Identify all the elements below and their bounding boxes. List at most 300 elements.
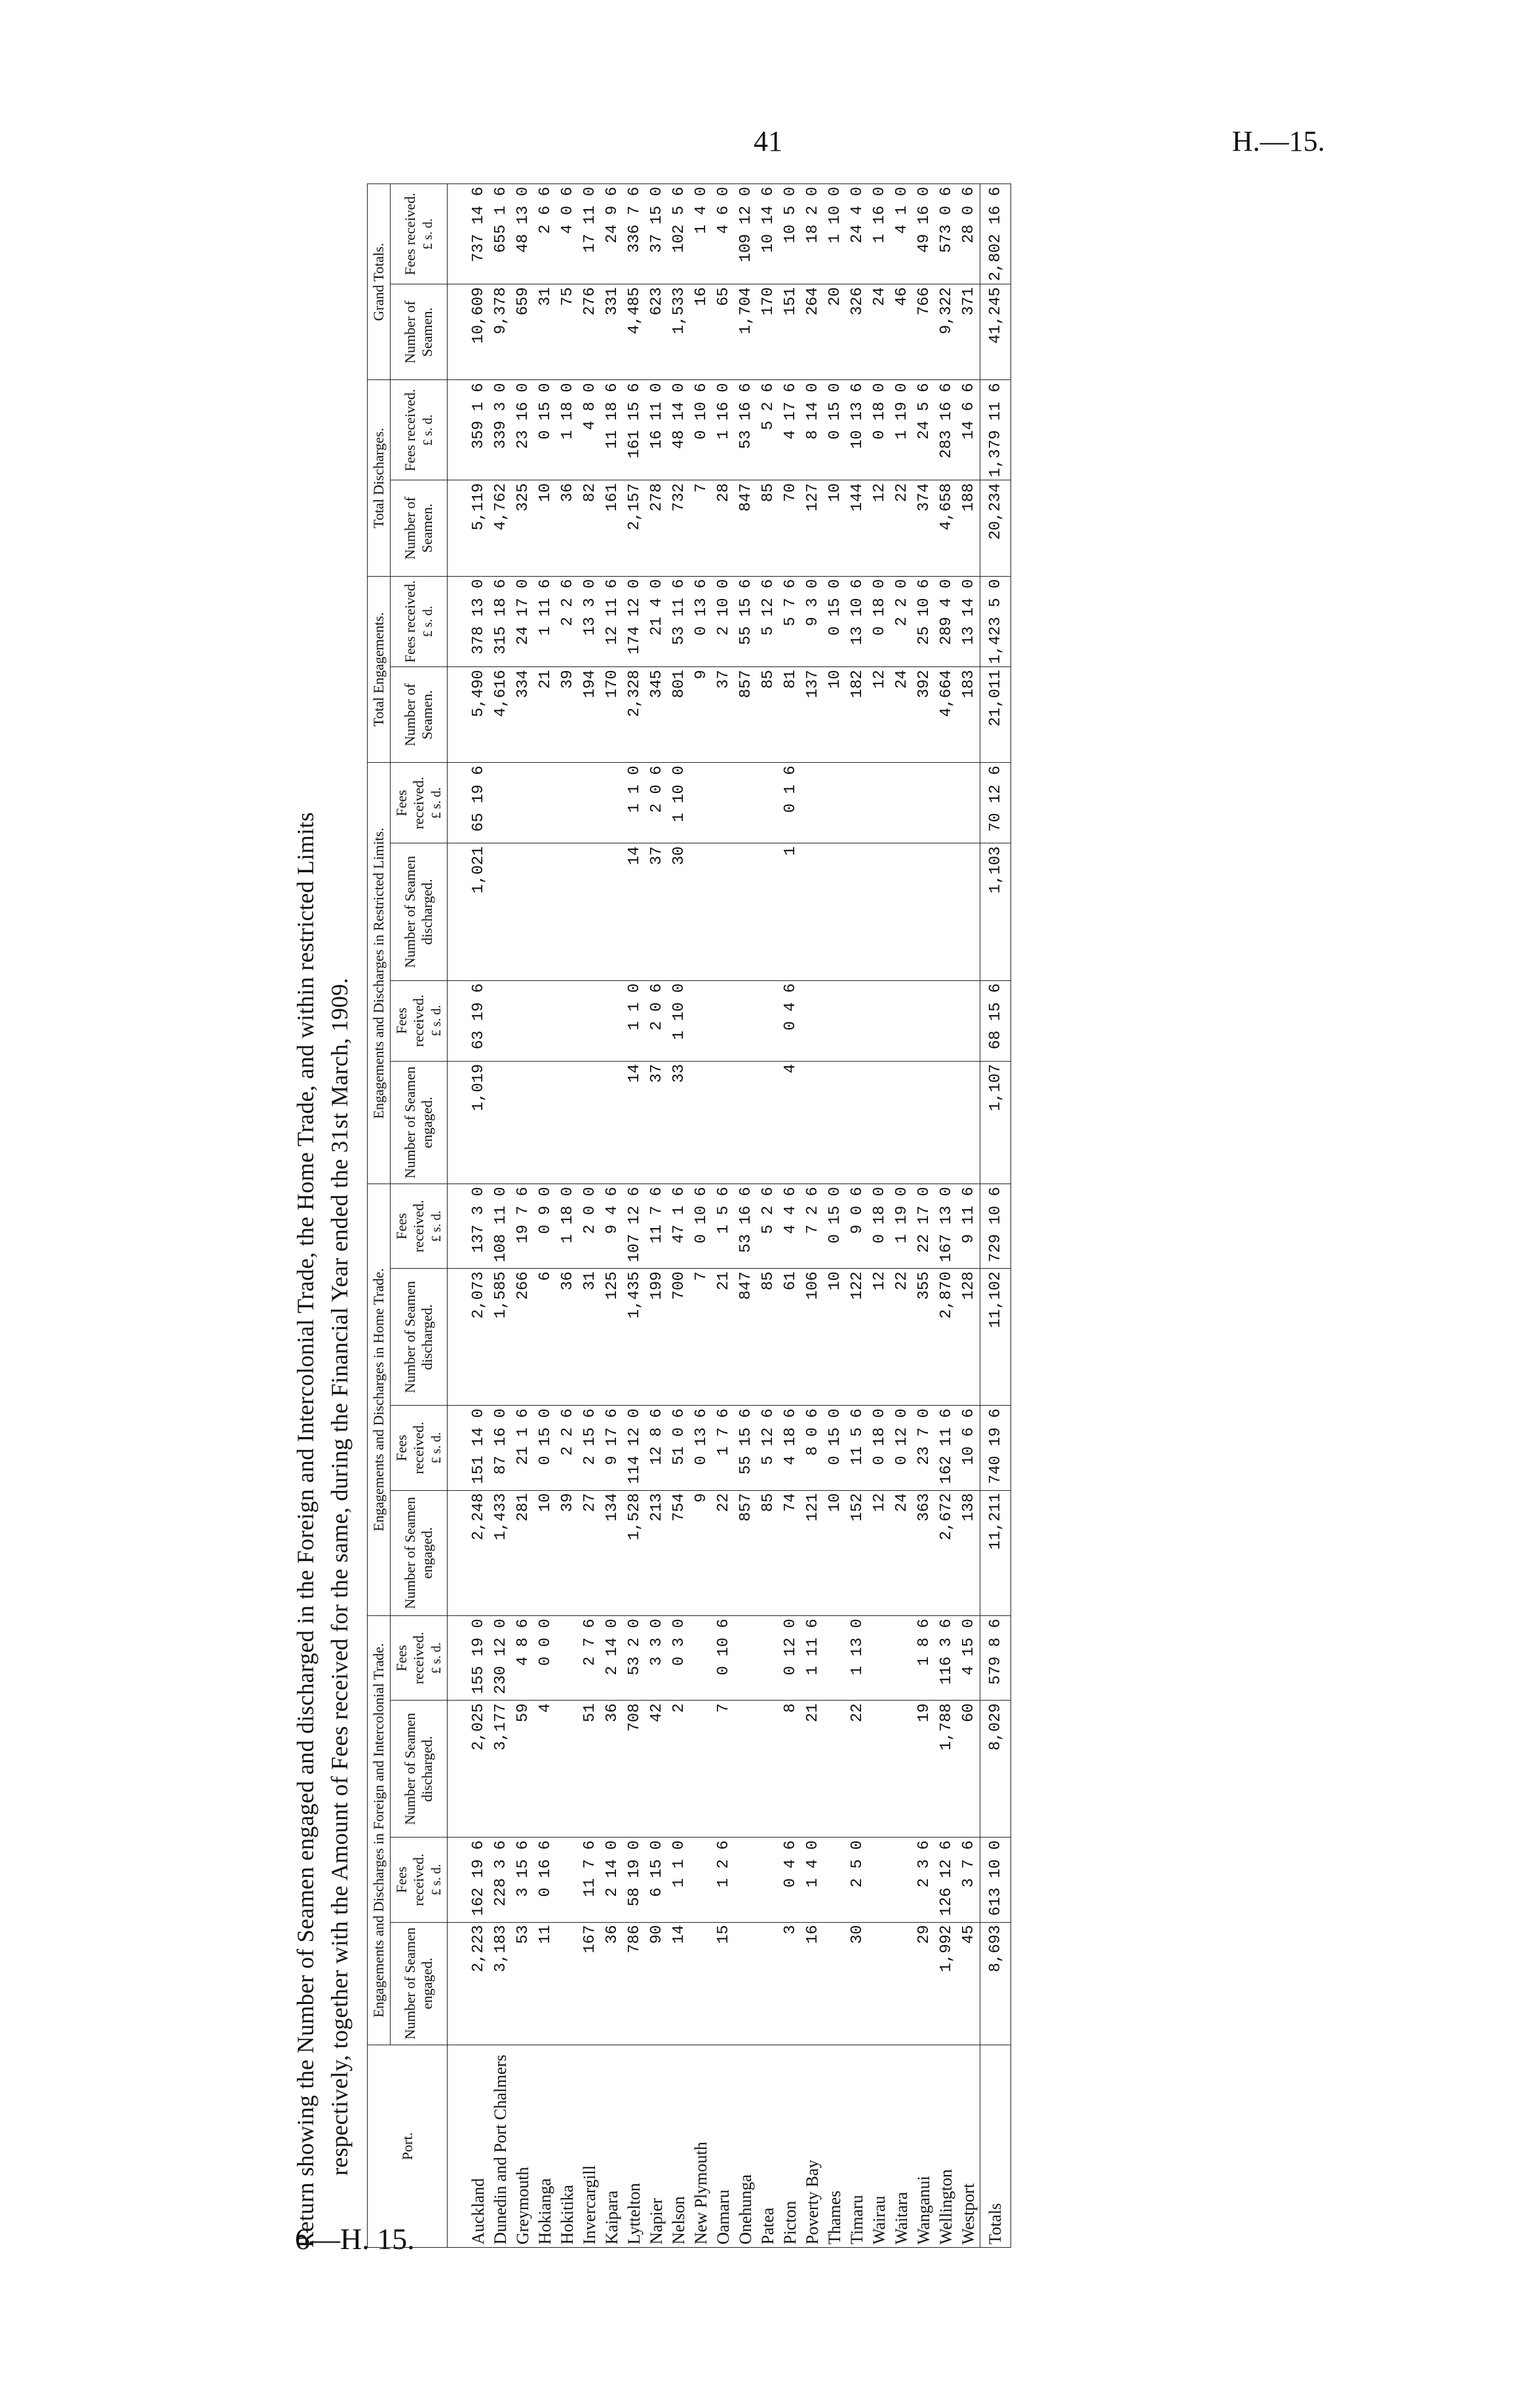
table-cell: 10 bbox=[534, 1490, 556, 1616]
table-row bbox=[448, 184, 490, 2248]
table-cell: 39 bbox=[556, 1490, 579, 1616]
table-cell bbox=[579, 763, 601, 843]
table-cell bbox=[757, 1838, 779, 1922]
table-cell: 0 9 0 bbox=[534, 1184, 556, 1269]
table-cell: 12 bbox=[868, 667, 891, 763]
table-cell: 22 bbox=[891, 1269, 913, 1406]
table-cell: 183 bbox=[957, 667, 980, 763]
table-cell: 12 bbox=[868, 480, 891, 576]
table-cell bbox=[556, 1922, 579, 2045]
table-cell bbox=[490, 1061, 512, 1184]
table-cell: 0 10 6 bbox=[690, 1184, 712, 1269]
table-cell: 107 12 6 bbox=[623, 1184, 645, 1269]
col-engaged: Number of Seamen engaged. bbox=[391, 1061, 448, 1184]
table-cell: 21 bbox=[534, 667, 556, 763]
table-cell: 4,658 bbox=[935, 480, 957, 576]
table-cell: 1,585 bbox=[490, 1269, 512, 1406]
table-cell: 2 14 0 bbox=[601, 1838, 623, 1922]
table-cell: 4 17 6 bbox=[779, 380, 801, 480]
table-cell: 7 bbox=[690, 1269, 712, 1406]
table-cell: 5 2 6 bbox=[757, 380, 779, 480]
col-engaged: Number of Seamen engaged. bbox=[391, 1922, 448, 2045]
table-cell: 378 13 0 bbox=[448, 576, 490, 667]
table-cell: 12 8 6 bbox=[645, 1406, 668, 1490]
table-cell: 4 6 0 bbox=[712, 184, 735, 284]
table-row bbox=[846, 184, 868, 2248]
table-cell bbox=[690, 1838, 712, 1922]
table-cell: 10 5 0 bbox=[779, 184, 801, 284]
table-cell: 162 11 6 bbox=[935, 1406, 957, 1490]
port-name: Wairau bbox=[868, 2045, 891, 2248]
table-cell bbox=[824, 1838, 846, 1922]
table-cell: 8 14 0 bbox=[801, 380, 824, 480]
port-name: Wanganui bbox=[913, 2045, 935, 2248]
table-cell: 326 bbox=[846, 284, 868, 380]
table-cell: 128 bbox=[957, 1269, 980, 1406]
table-cell: 161 bbox=[601, 480, 623, 576]
table-cell: 48 13 0 bbox=[512, 184, 534, 284]
totals-row bbox=[980, 184, 1011, 2248]
table-cell: 134 bbox=[601, 1490, 623, 1616]
table-cell: 36 bbox=[556, 480, 579, 576]
table-cell bbox=[868, 1616, 891, 1701]
table-cell bbox=[601, 980, 623, 1061]
table-cell: 16 bbox=[801, 1922, 824, 2045]
table-cell: 63 19 6 bbox=[448, 980, 490, 1061]
table-cell bbox=[601, 843, 623, 980]
table-cell: 1 1 0 bbox=[623, 763, 645, 843]
table-cell: 36 bbox=[556, 1269, 579, 1406]
table-row bbox=[824, 184, 846, 2248]
table-cell: 276 bbox=[579, 284, 601, 380]
col-seamen: Number of Seamen. bbox=[391, 480, 448, 576]
table-cell: 3 3 0 bbox=[645, 1616, 668, 1701]
table-cell bbox=[935, 1061, 957, 1184]
table-cell: 579 8 6 bbox=[980, 1616, 1011, 1701]
port-name: Invercargill bbox=[579, 2045, 601, 2248]
table-cell: 283 16 6 bbox=[935, 380, 957, 480]
table-cell: 36 bbox=[601, 1701, 623, 1838]
col-seamen: Number of Seamen. bbox=[391, 284, 448, 380]
table-cell bbox=[579, 980, 601, 1061]
table-row bbox=[913, 184, 935, 2248]
table-cell bbox=[824, 1616, 846, 1701]
table-cell: 345 bbox=[645, 667, 668, 763]
table-cell: 1 11 6 bbox=[801, 1616, 824, 1701]
table-cell: 0 13 6 bbox=[690, 576, 712, 667]
table-cell: 0 4 6 bbox=[779, 1838, 801, 1922]
table-cell: 81 bbox=[779, 667, 801, 763]
col-fees: Fees received. £ s. d. bbox=[391, 380, 448, 480]
table-cell: 31 bbox=[534, 284, 556, 380]
table-cell bbox=[824, 980, 846, 1061]
table-cell: 85 bbox=[757, 1269, 779, 1406]
table-cell bbox=[891, 843, 913, 980]
table-cell: 0 15 0 bbox=[534, 1406, 556, 1490]
table-cell: 33 bbox=[668, 1061, 690, 1184]
table-cell: 8 bbox=[779, 1701, 801, 1838]
port-name: Waitara bbox=[891, 2045, 913, 2248]
table-cell: 37 bbox=[645, 843, 668, 980]
table-cell: 15 bbox=[712, 1922, 735, 2045]
table-cell: 14 6 6 bbox=[957, 380, 980, 480]
table-cell: 87 16 0 bbox=[490, 1406, 512, 1490]
table-cell: 39 bbox=[556, 667, 579, 763]
table-cell: 151 bbox=[779, 284, 801, 380]
table-cell: 1,021 bbox=[448, 843, 490, 980]
table-cell: 2 2 6 bbox=[556, 576, 579, 667]
title-line-1: Return showing the Number of Seamen engaged and discharged in the Foreign and Intercolonial Trade, the Home Trade, and within restricted Limits bbox=[292, 812, 318, 2248]
table-cell: 11 18 6 bbox=[601, 380, 623, 480]
table-cell: 3 7 6 bbox=[957, 1838, 980, 1922]
table-cell: 45 bbox=[957, 1922, 980, 2045]
table-cell bbox=[957, 843, 980, 980]
home-trade-header: Engagements and Discharges in Home Trade. bbox=[368, 1184, 391, 1616]
table-cell: 2,672 bbox=[935, 1490, 957, 1616]
table-cell: 847 bbox=[735, 1269, 757, 1406]
table-cell: 2 5 0 bbox=[846, 1838, 868, 1922]
table-cell: 5,119 bbox=[448, 480, 490, 576]
table-cell: 0 3 0 bbox=[668, 1616, 690, 1701]
table-row bbox=[579, 184, 601, 2248]
table-cell bbox=[846, 763, 868, 843]
table-cell: 74 bbox=[779, 1490, 801, 1616]
table-cell: 70 12 6 bbox=[980, 763, 1011, 843]
table-cell bbox=[490, 980, 512, 1061]
total-discharges-header: Total Discharges. bbox=[368, 380, 391, 576]
col-discharged: Number of Seamen discharged. bbox=[391, 1269, 448, 1406]
table-cell: 857 bbox=[735, 667, 757, 763]
table-cell: 14 bbox=[668, 1922, 690, 2045]
table-cell: 11 bbox=[534, 1922, 556, 2045]
col-fees: Fees received. £ s. d. bbox=[391, 1616, 448, 1701]
table-cell: 0 18 0 bbox=[868, 576, 891, 667]
table-cell bbox=[824, 843, 846, 980]
table-cell bbox=[757, 980, 779, 1061]
table-cell: 151 14 0 bbox=[448, 1406, 490, 1490]
table-cell bbox=[868, 1701, 891, 1838]
table-cell bbox=[868, 980, 891, 1061]
table-cell: 9 bbox=[690, 667, 712, 763]
table-cell: 23 16 0 bbox=[512, 380, 534, 480]
table-cell: 2,870 bbox=[935, 1269, 957, 1406]
totals-label: Totals bbox=[980, 2045, 1011, 2248]
table-cell: 2 14 0 bbox=[601, 1616, 623, 1701]
table-cell: 740 19 6 bbox=[980, 1406, 1011, 1490]
table-cell: 126 12 6 bbox=[935, 1838, 957, 1922]
table-cell: 8 0 6 bbox=[801, 1406, 824, 1490]
table-cell: 2,223 bbox=[448, 1922, 490, 2045]
table-cell: 0 12 0 bbox=[891, 1406, 913, 1490]
table-row bbox=[645, 184, 668, 2248]
table-cell: 22 17 0 bbox=[913, 1184, 935, 1269]
table-row bbox=[757, 184, 779, 2248]
table-cell: 363 bbox=[913, 1490, 935, 1616]
table-cell: 278 bbox=[645, 480, 668, 576]
table-cell: 2 15 6 bbox=[579, 1406, 601, 1490]
table-cell: 37 bbox=[712, 667, 735, 763]
table-cell: 1,788 bbox=[935, 1701, 957, 1838]
port-name: Onehunga bbox=[735, 2045, 757, 2248]
table-cell: 65 bbox=[712, 284, 735, 380]
table-cell: 0 15 0 bbox=[534, 380, 556, 480]
table-cell: 31 bbox=[579, 1269, 601, 1406]
table-cell: 708 bbox=[623, 1701, 645, 1838]
table-cell: 2 3 6 bbox=[913, 1838, 935, 1922]
table-cell bbox=[490, 763, 512, 843]
table-cell bbox=[556, 1616, 579, 1701]
table-cell: 0 18 0 bbox=[868, 380, 891, 480]
table-cell: 125 bbox=[601, 1269, 623, 1406]
table-cell: 194 bbox=[579, 667, 601, 763]
table-cell: 1 1 0 bbox=[623, 980, 645, 1061]
table-cell: 10 bbox=[534, 480, 556, 576]
table-cell: 334 bbox=[512, 667, 534, 763]
table-cell: 2 2 0 bbox=[891, 576, 913, 667]
table-cell: 20,234 bbox=[980, 480, 1011, 576]
table-cell: 127 bbox=[801, 480, 824, 576]
document-title bbox=[288, 183, 356, 2248]
table-cell: 162 19 6 bbox=[448, 1838, 490, 1922]
table-cell: 1 18 0 bbox=[556, 380, 579, 480]
table-cell bbox=[556, 980, 579, 1061]
table-cell: 9 bbox=[690, 1490, 712, 1616]
table-cell: 1,379 11 6 bbox=[980, 380, 1011, 480]
table-cell: 5 12 6 bbox=[757, 1406, 779, 1490]
table-cell: 10 bbox=[824, 1490, 846, 1616]
table-cell: 25 10 6 bbox=[913, 576, 935, 667]
table-cell: 0 16 6 bbox=[534, 1838, 556, 1922]
table-cell bbox=[556, 1701, 579, 1838]
table-row bbox=[668, 184, 690, 2248]
table-cell: 37 bbox=[645, 1061, 668, 1184]
table-cell: 857 bbox=[735, 1490, 757, 1616]
table-cell: 766 bbox=[913, 284, 935, 380]
table-cell: 1,992 bbox=[935, 1922, 957, 2045]
table-cell bbox=[757, 1701, 779, 1838]
table-cell: 325 bbox=[512, 480, 534, 576]
table-cell: 2 0 6 bbox=[645, 980, 668, 1061]
table-cell: 5 2 6 bbox=[757, 1184, 779, 1269]
table-cell: 24 bbox=[868, 284, 891, 380]
port-name: Westport bbox=[957, 2045, 980, 2248]
table-cell: 6 bbox=[534, 1269, 556, 1406]
table-cell bbox=[690, 1061, 712, 1184]
table-cell bbox=[935, 980, 957, 1061]
table-cell: 786 bbox=[623, 1922, 645, 2045]
table-cell: 573 0 6 bbox=[935, 184, 957, 284]
table-row bbox=[779, 184, 801, 2248]
table-cell: 655 1 6 bbox=[490, 184, 512, 284]
table-cell: 10 bbox=[824, 480, 846, 576]
table-cell: 0 15 0 bbox=[824, 576, 846, 667]
port-name: Lyttelton bbox=[623, 2045, 645, 2248]
table-cell: 85 bbox=[757, 667, 779, 763]
rotated-table-region bbox=[288, 183, 1186, 2248]
table-cell: 108 11 0 bbox=[490, 1184, 512, 1269]
table-cell bbox=[824, 1922, 846, 2045]
table-cell: 9,378 bbox=[490, 284, 512, 380]
table-cell: 28 bbox=[712, 480, 735, 576]
table-cell bbox=[846, 980, 868, 1061]
table-cell: 21 1 6 bbox=[512, 1406, 534, 1490]
table-cell: 1 10 0 bbox=[668, 763, 690, 843]
table-cell: 228 3 6 bbox=[490, 1838, 512, 1922]
table-cell: 7 2 6 bbox=[801, 1184, 824, 1269]
table-cell: 116 3 6 bbox=[935, 1616, 957, 1701]
table-cell: 11 7 6 bbox=[645, 1184, 668, 1269]
table-row bbox=[957, 184, 980, 2248]
table-cell: 2 0 0 bbox=[579, 1184, 601, 1269]
table-cell: 12 bbox=[868, 1269, 891, 1406]
table-cell: 42 bbox=[645, 1701, 668, 1838]
table-cell bbox=[735, 843, 757, 980]
col-fees: Fees received. £ s. d. bbox=[391, 1184, 448, 1269]
table-row bbox=[534, 184, 556, 2248]
table-cell: 9 3 0 bbox=[801, 576, 824, 667]
table-cell: 4,664 bbox=[935, 667, 957, 763]
table-cell bbox=[891, 1838, 913, 1922]
table-cell: 47 1 6 bbox=[668, 1184, 690, 1269]
table-cell: 11,102 bbox=[980, 1269, 1011, 1406]
table-cell: 161 15 6 bbox=[623, 380, 645, 480]
table-cell: 1 16 0 bbox=[868, 184, 891, 284]
table-cell: 3 15 6 bbox=[512, 1838, 534, 1922]
table-cell: 2 bbox=[668, 1701, 690, 1838]
table-cell: 2 2 6 bbox=[556, 1406, 579, 1490]
page-footer: 6—H. 15. bbox=[295, 2222, 415, 2256]
table-cell: 331 bbox=[601, 284, 623, 380]
table-cell bbox=[712, 763, 735, 843]
table-cell: 0 15 0 bbox=[824, 380, 846, 480]
table-cell bbox=[757, 843, 779, 980]
foreign-trade-header: Engagements and Discharges in Foreign and Intercolonial Trade. bbox=[368, 1616, 391, 2045]
table-cell: 3,177 bbox=[490, 1701, 512, 1838]
table-cell: 21 bbox=[712, 1269, 735, 1406]
table-cell bbox=[757, 1061, 779, 1184]
port-name: Nelson bbox=[668, 2045, 690, 2248]
table-cell: 70 bbox=[779, 480, 801, 576]
table-cell: 49 16 0 bbox=[913, 184, 935, 284]
document-code: H.—15. bbox=[1232, 125, 1325, 157]
port-name: Oamaru bbox=[712, 2045, 735, 2248]
port-name: Hokitika bbox=[556, 2045, 579, 2248]
table-cell bbox=[935, 843, 957, 980]
table-cell: 22 bbox=[891, 480, 913, 576]
table-cell: 0 10 6 bbox=[712, 1616, 735, 1701]
table-cell: 188 bbox=[957, 480, 980, 576]
table-cell: 14 bbox=[623, 1061, 645, 1184]
table-cell: 847 bbox=[735, 480, 757, 576]
table-cell: 182 bbox=[846, 667, 868, 763]
table-cell bbox=[735, 1838, 757, 1922]
table-cell bbox=[579, 1061, 601, 1184]
table-cell bbox=[868, 1922, 891, 2045]
table-cell: 2,248 bbox=[448, 1490, 490, 1616]
table-cell: 623 bbox=[645, 284, 668, 380]
table-cell: 21 bbox=[801, 1701, 824, 1838]
col-seamen: Number of Seamen. bbox=[391, 667, 448, 763]
table-cell bbox=[690, 843, 712, 980]
table-cell: 230 12 0 bbox=[490, 1616, 512, 1701]
table-cell: 27 bbox=[579, 1490, 601, 1616]
table-cell: 24 9 6 bbox=[601, 184, 623, 284]
table-cell: 109 12 0 bbox=[735, 184, 757, 284]
table-cell bbox=[712, 1061, 735, 1184]
table-cell: 1 13 0 bbox=[846, 1616, 868, 1701]
table-cell: 0 18 0 bbox=[868, 1406, 891, 1490]
table-row bbox=[690, 184, 712, 2248]
table-cell bbox=[712, 843, 735, 980]
table-cell: 170 bbox=[601, 667, 623, 763]
port-name: Wellington bbox=[935, 2045, 957, 2248]
port-header: Port. bbox=[368, 2045, 448, 2248]
table-cell bbox=[891, 1701, 913, 1838]
table-cell: 700 bbox=[668, 1269, 690, 1406]
table-cell: 264 bbox=[801, 284, 824, 380]
table-cell: 9,322 bbox=[935, 284, 957, 380]
table-cell bbox=[757, 763, 779, 843]
table-cell: 1,423 5 0 bbox=[980, 576, 1011, 667]
table-cell: 8,693 bbox=[980, 1922, 1011, 2045]
table-cell bbox=[868, 1838, 891, 1922]
table-row bbox=[712, 184, 735, 2248]
table-cell: 114 12 0 bbox=[623, 1406, 645, 1490]
table-cell: 75 bbox=[556, 284, 579, 380]
table-cell: 0 10 6 bbox=[690, 380, 712, 480]
table-cell: 1 1 0 bbox=[668, 1838, 690, 1922]
table-cell: 1 19 0 bbox=[891, 380, 913, 480]
table-cell bbox=[913, 843, 935, 980]
table-row bbox=[512, 184, 534, 2248]
table-cell bbox=[824, 1061, 846, 1184]
table-cell: 10 bbox=[824, 667, 846, 763]
table-cell: 1 10 0 bbox=[824, 184, 846, 284]
table-cell: 2 7 6 bbox=[579, 1616, 601, 1701]
table-cell: 754 bbox=[668, 1490, 690, 1616]
table-cell: 5,490 bbox=[448, 667, 490, 763]
table-cell bbox=[846, 1061, 868, 1184]
table-cell: 10 6 6 bbox=[957, 1406, 980, 1490]
table-cell: 13 14 0 bbox=[957, 576, 980, 667]
table-cell: 122 bbox=[846, 1269, 868, 1406]
table-cell: 2,025 bbox=[448, 1701, 490, 1838]
table-cell bbox=[913, 1061, 935, 1184]
table-cell: 4 8 6 bbox=[512, 1616, 534, 1701]
table-cell: 9 17 6 bbox=[601, 1406, 623, 1490]
table-cell: 6 15 0 bbox=[645, 1838, 668, 1922]
table-cell: 36 bbox=[601, 1922, 623, 2045]
table-cell: 53 16 6 bbox=[735, 1184, 757, 1269]
table-cell bbox=[801, 763, 824, 843]
table-cell: 737 14 6 bbox=[448, 184, 490, 284]
table-cell: 4,485 bbox=[623, 284, 645, 380]
table-cell bbox=[891, 1922, 913, 2045]
port-name: Hokianga bbox=[534, 2045, 556, 2248]
table-cell: 0 15 0 bbox=[824, 1406, 846, 1490]
table-cell: 1 18 0 bbox=[556, 1184, 579, 1269]
table-cell: 4 8 0 bbox=[579, 380, 601, 480]
table-cell: 68 15 6 bbox=[980, 980, 1011, 1061]
table-cell: 336 7 6 bbox=[623, 184, 645, 284]
total-engagements-header: Total Engagements. bbox=[368, 576, 391, 763]
table-cell: 20 bbox=[824, 284, 846, 380]
table-cell: 0 18 0 bbox=[868, 1184, 891, 1269]
table-cell: 21 4 0 bbox=[645, 576, 668, 667]
table-cell: 106 bbox=[801, 1269, 824, 1406]
table-cell: 4,762 bbox=[490, 480, 512, 576]
table-cell bbox=[690, 763, 712, 843]
